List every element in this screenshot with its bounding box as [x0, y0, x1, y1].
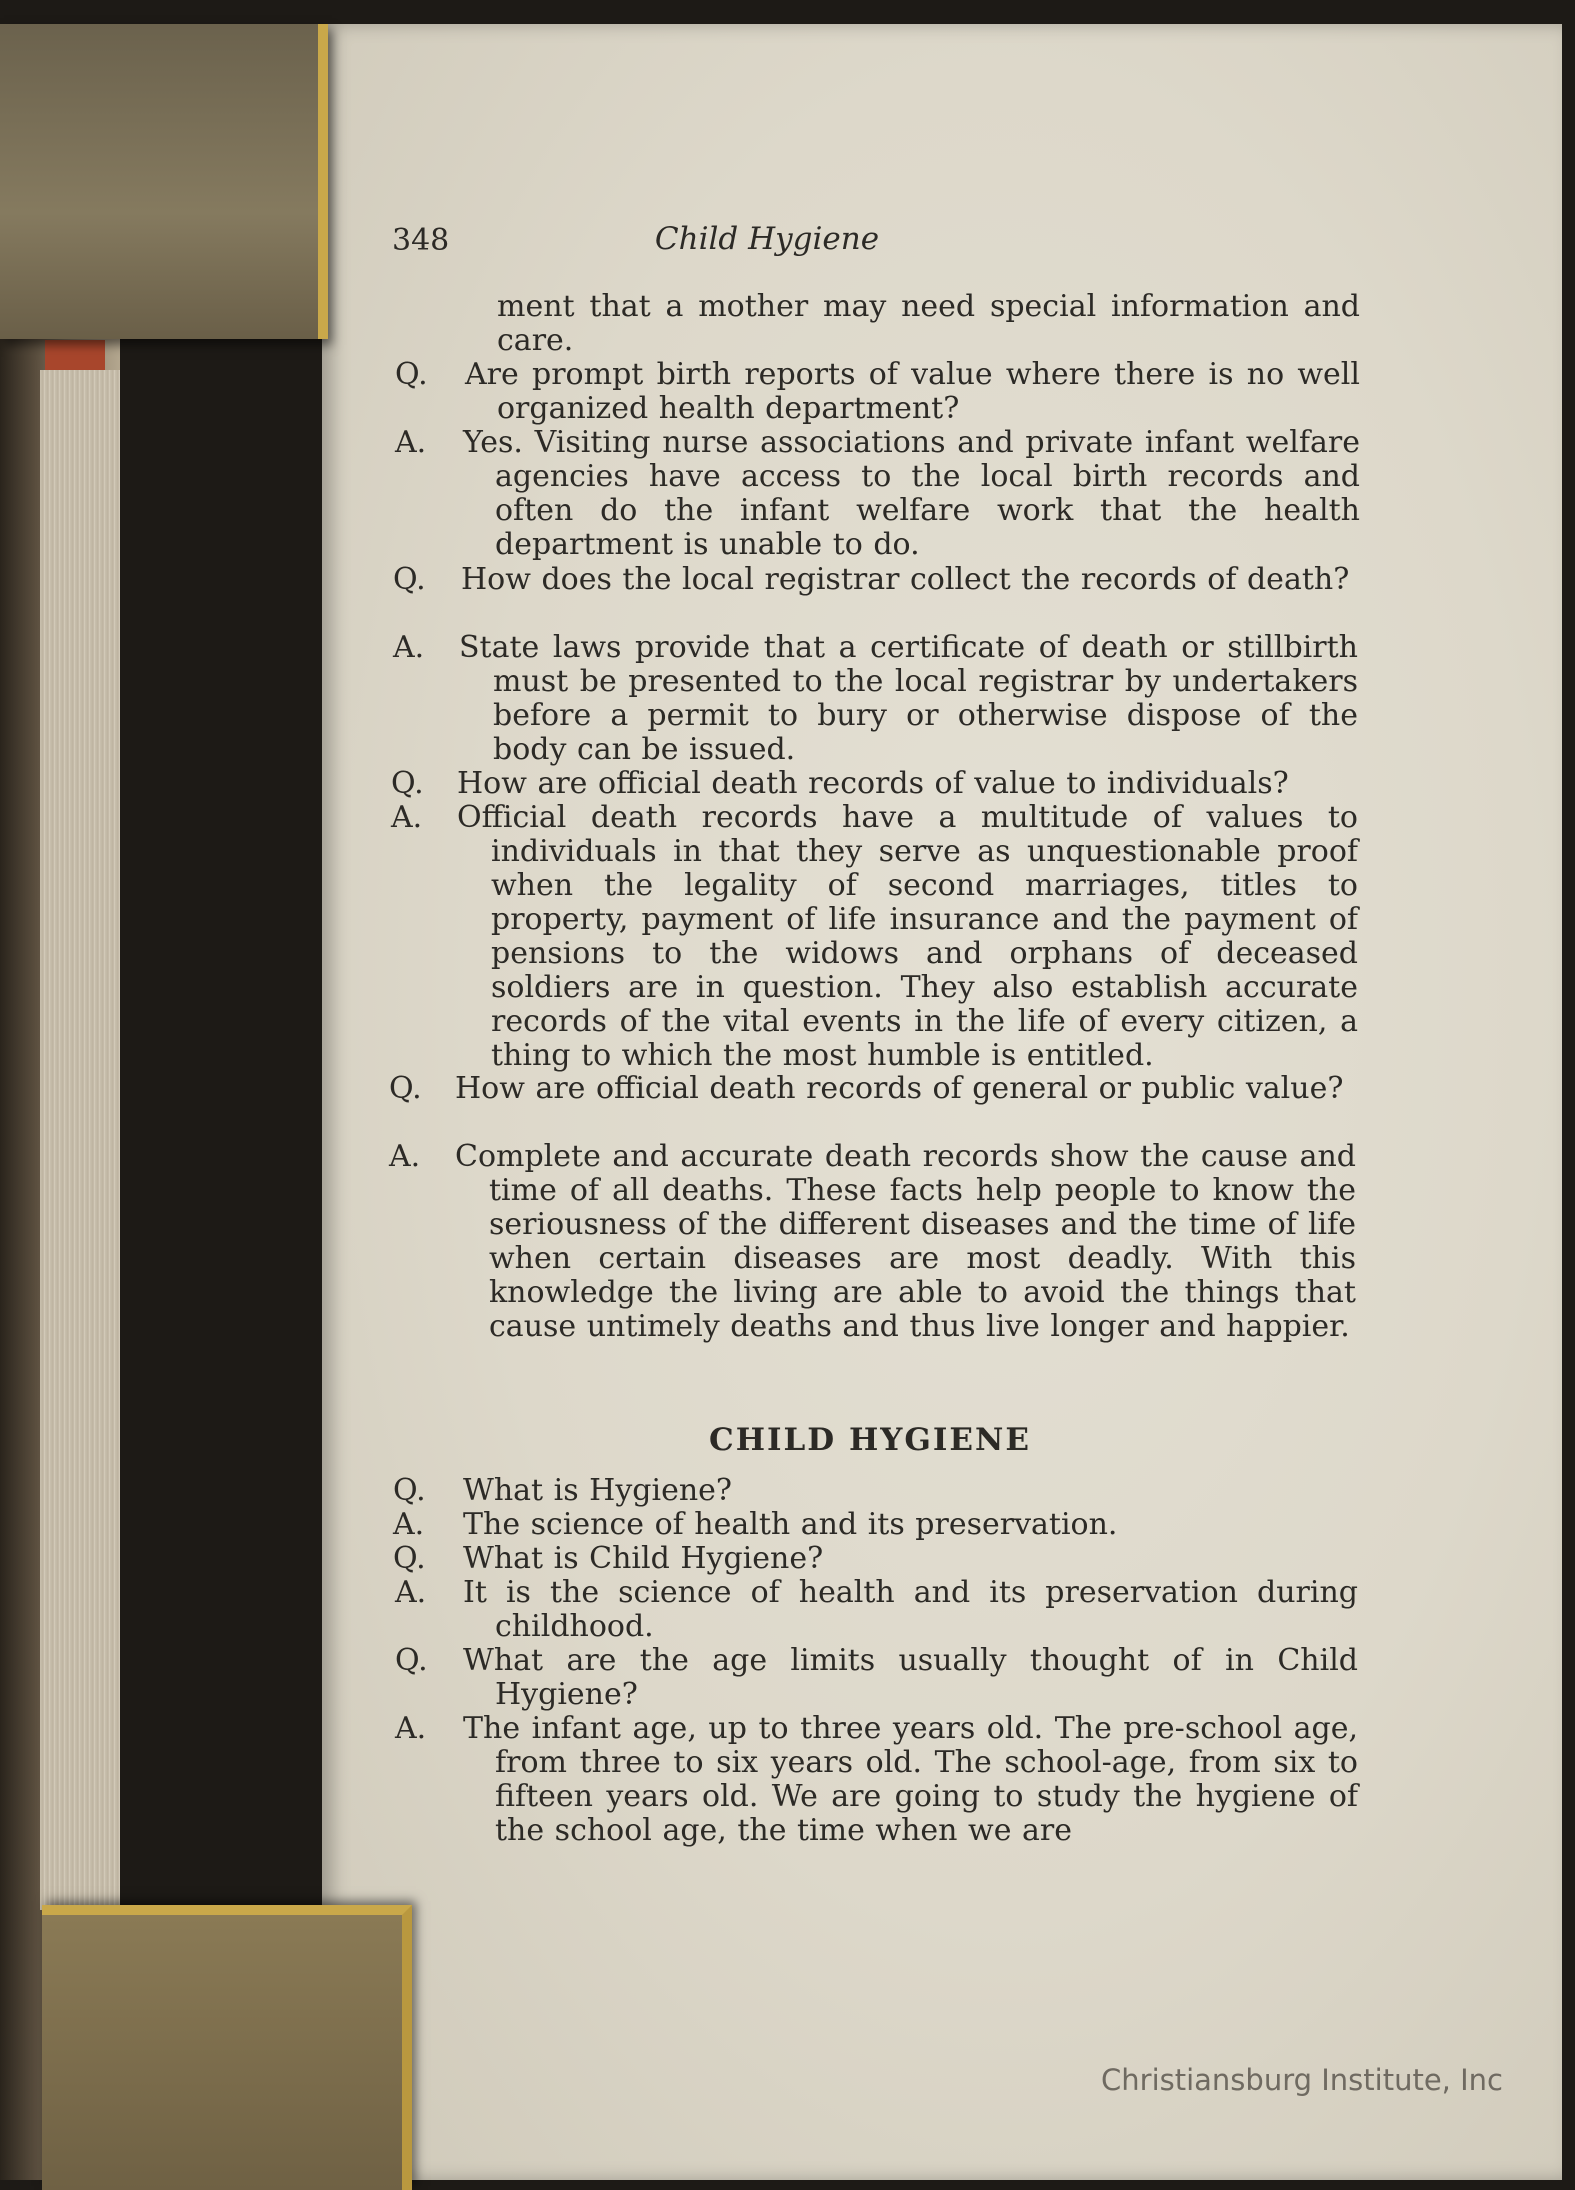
qa-text: How are official death records of general or public value? — [455, 1071, 1344, 1106]
qa-text: How does the local registrar collect the records of death? — [461, 562, 1350, 597]
qa-entry — [393, 1474, 1358, 1508]
qa-marker: A. — [395, 1711, 427, 1746]
qa-marker: Q. — [393, 1541, 426, 1576]
running-head: Child Hygiene — [654, 221, 880, 257]
qa-entry — [389, 1072, 1356, 1106]
page-stack — [40, 370, 120, 1910]
qa-entry — [395, 426, 1360, 562]
qa-entry — [393, 1542, 1358, 1576]
qa-text: ment that a mother may need special information and care. — [497, 289, 1360, 358]
page-tab-bottom — [42, 1905, 412, 2190]
qa-entry — [389, 1140, 1356, 1344]
qa-marker: Q. — [393, 562, 426, 597]
page-number: 348 — [392, 223, 450, 258]
qa-text: The infant age, up to three years old. The pre-school age, from three to six years old. The school-age, from six to fifteen years old. We are going to study the hygiene of the school age, the time when we are — [463, 1711, 1358, 1848]
qa-text: Official death records have a multitude of values to individuals in that they serve as unquestionable proof when the legality of second marriages, titles to property, payment of life insurance and the payment of pensions to the widows and orphans of deceased soldiers are in question. They also establish accurate records of the vital events in the life of every citizen, a thing to which the most humble is entitled. — [457, 800, 1358, 1073]
qa-entry — [393, 631, 1358, 767]
qa-marker: Q. — [395, 357, 428, 392]
qa-text: State laws provide that a certificate of death or stillbirth must be presented to the local registrar by undertakers before a permit to bury or otherwise dispose of the body can be issued. — [459, 630, 1358, 767]
qa-text: Yes. Visiting nurse associations and private infant welfare agencies have access to the local birth records and often do the infant welfare work that the health department is unable to do. — [463, 425, 1360, 562]
qa-marker: A. — [393, 1507, 425, 1542]
qa-marker: A. — [389, 1139, 421, 1174]
qa-text: What is Hygiene? — [463, 1473, 732, 1508]
qa-marker: Q. — [393, 1473, 426, 1508]
qa-text: What are the age limits usually thought of in Child Hygiene? — [463, 1643, 1358, 1712]
section-title: CHILD HYGIENE — [709, 1422, 1031, 1458]
qa-marker: A. — [395, 425, 427, 460]
qa-text: The science of health and its preservation. — [463, 1507, 1118, 1542]
qa-text: What is Child Hygiene? — [463, 1541, 824, 1576]
qa-entry — [395, 1712, 1358, 1848]
qa-entry — [391, 801, 1358, 1073]
qa-marker: A. — [391, 800, 423, 835]
qa-entry — [395, 358, 1360, 426]
qa-entry — [393, 1508, 1358, 1542]
qa-marker: Q. — [395, 1643, 428, 1678]
qa-entry — [395, 1644, 1358, 1712]
watermark: Christiansburg Institute, Inc — [1101, 2063, 1503, 2097]
qa-text: It is the science of health and its preservation during childhood. — [463, 1575, 1358, 1644]
qa-entry — [393, 563, 1358, 597]
qa-marker: Q. — [391, 766, 424, 801]
page-tab-top — [0, 24, 328, 339]
qa-marker: A. — [393, 630, 425, 665]
qa-marker: Q. — [389, 1071, 422, 1106]
qa-text: How are official death records of value to individuals? — [457, 766, 1289, 801]
qa-text: Are prompt birth reports of value where there is no well organized health department? — [465, 357, 1360, 426]
qa-entry — [391, 767, 1358, 801]
page-header — [392, 223, 1002, 263]
qa-marker: A. — [395, 1575, 427, 1610]
qa-text: Complete and accurate death records show the cause and time of all deaths. These facts help people to know the seriousness of the different diseases and the time of life when certain diseases are most deadly. With this knowledge the living are able to avoid the things that cause untimely deaths and thus live longer and happier. — [455, 1139, 1356, 1344]
qa-entry — [395, 1576, 1358, 1644]
qa-entry — [395, 290, 1360, 358]
